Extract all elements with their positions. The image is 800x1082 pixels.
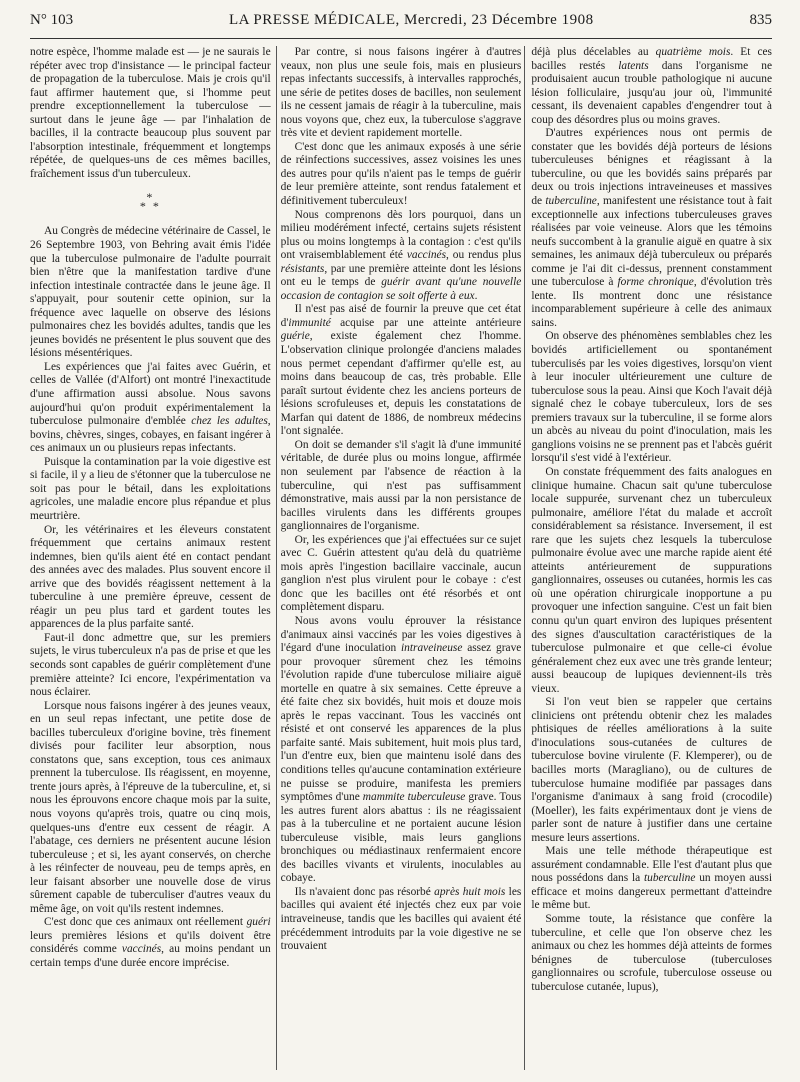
paragraph: D'autres expériences nous ont permis de constater que les bovidés déjà porteurs de lésions tuberculeuses bénignes et réagissant à la tuberculine, ou que les bovidés sains préparés par deux ou trois injections intraveineuses et massives de tuberculine, manifestent une résistance tout à fait exceptionnelle aux infections tuberculeuses graves réalisées par voie veineuse. Alors que les témoins neufs succombent à la granulie aiguë en quatre à six semaines, les animaux déjà tuberculeux ou préparés comme je l'ai dit ci-dessus, prennent constamment une tuberculose à forme chronique, d'évolution très lente. Ils montrent donc une résistance incomparablement supérieure à celle des animaux sains. xyxy=(531,127,772,329)
paragraph: On doit se demander s'il s'agit là d'une immunité véritable, de durée plus ou moins longue, affirmée non seulement par l'absence de réaction à la tuberculine, qui n'est pas suffisamment démonstrative, mais aussi par la non persistance de bacilles virulents dans les différents groupes ganglionnaires de l'organisme. xyxy=(280,438,522,533)
journal-title: LA PRESSE MÉDICALE, Mercredi, 23 Décembre 1908 xyxy=(228,12,594,28)
section-separator: * * * xyxy=(139,190,161,214)
paragraph: Somme toute, la résistance que confère la tuberculine, et celle que l'on observe chez les animaux ou chez les hommes déjà atteints de formes bénignes de tuberculose (tuberculoses ganglionnaires ou scrofule, tuberculose osseuse ou tuberculose cutanée, lupus), xyxy=(531,913,772,993)
paragraph: Au Congrès de médecine vétérinaire de Cassel, le 26 Septembre 1903, von Behring avait émis l'idée que la tuberculose pulmonaire de l'adulte pourrait bien n'être que la manifestation tardive d'une infection intestinale contractée dans le jeune âge. Il s'appuyait, pour soutenir cette opinion, sur la fréquence avec laquelle on observe des lésions pulmonaires chez les bovidés adultes, tandis que les jeunes bovidés ne présentent le plus souvent que des lésions mésentériques. xyxy=(30,225,271,360)
paragraph: Par contre, si nous faisons ingérer à d'autres veaux, non plus une seule fois, mais en plusieurs repas infectants successifs, à intervalles rapprochés, une série de petites doses de bacilles, non seulement ils ne cessent jamais de réagir à la tuberculine, mais nous voyons que, chez eux, la tuberculose s'aggrave très vite et devient rapidement mortelle. xyxy=(280,46,522,140)
column-1 xyxy=(30,46,271,1074)
paragraph: Mais une telle méthode thérapeutique est assurément condamnable. Elle l'est d'autant plus que nous possédons dans la tuberculine un moyen aussi efficace et moins dangereux permettant d'atteindre le même but. xyxy=(531,845,772,912)
header-rule xyxy=(30,38,772,39)
paragraph: On observe des phénomènes semblables chez les bovidés artificiellement ou spontanément tuberculisés par les voies digestives, lorsqu'on vient à leur inoculer ultérieurement une culture de tuberculose sous la peau. Ainsi que Koch l'avait déjà signalé chez le cobaye tuberculeux, lors de ses premiers travaux sur la tuberculine, il se forme alors un abcès au niveau du point d'inoculation, mais les ganglions voisins ne se prennent pas et l'abcès guérit lorsqu'il s'est vidé à l'extérieur. xyxy=(531,330,772,465)
paragraph: Or, les expériences que j'ai effectuées sur ce sujet avec C. Guérin attestent qu'au delà du quatrième mois après l'ingestion bacillaire vaccinale, aucun ganglion n'est plus virulent pour le cobaye : c'est donc que les bacilles ont été résorbés et ont complètement disparu. xyxy=(280,533,522,614)
paragraph: C'est donc que ces animaux ont réellement guéri leurs premières lésions et qu'ils doivent être considérés comme vaccinés, au moins pendant un certain temps d'une durée encore imprécise. xyxy=(30,916,271,969)
paragraph: notre espèce, l'homme malade est — je ne saurais le répéter avec trop d'insistance — le principal facteur de propagation de la tuberculose. Mais je crois qu'il faut affirmer hautement que, si l'homme peut prendre exceptionnellement la tuberculose — surtout dans le jeune âge — par l'inhalation de bacilles, il la contracte beaucoup plus souvent par l'absorption intestinale, fréquemment et longtemps répétée, de quelques-uns de ces mêmes bacilles, fraîchement issus d'un tuberculeux. xyxy=(30,46,271,180)
paragraph: On constate fréquemment des faits analogues en clinique humaine. Chacun sait qu'une tuberculose locale suppurée, survenant chez un tuberculeux pulmonaire, améliore l'état du malade et accroît considérablement sa résistance. Inversement, il est rare que les sujets chez lesquels la tuberculose pulmonaire évolue avec une marche rapide aient été atteints antérieurement de suppurations ganglionnaires, osseuses ou cutanées, hormis les cas où une opération chirurgicale inopportune a pu provoquer une infection sanguine. C'est un fait bien connu qu'un quart environ des lupiques présentent des signes d'auscultation caractéristiques de la tuberculose pulmonaire et que celle-ci évolue généralement chez eux avec une très grande lenteur; aussi beaucoup de lupiques deviennent-ils très vieux. xyxy=(531,465,772,695)
paragraph: Il n'est pas aisé de fournir la preuve que cet état d'immunité acquise par une atteinte antérieure guérie, existe également chez l'homme. L'observation clinique prolongée d'anciens malades nous permet cependant d'affirmer qu'elle est, au moins dans beaucoup de cas, très probable. Elle paraît surtout évidente chez les anciens porteurs de lésions scrofuleuses et, depuis les constatations de Marfan qui datent de 1886, de nombreux médecins l'ont signalée. xyxy=(280,303,522,438)
paragraph: Puisque la contamination par la voie digestive est si facile, il y a lieu de s'étonner que la tuberculose ne soit pas pour le bétail, dans les exploitations agricoles, une maladie encore plus répandue et plus meurtrière. xyxy=(30,455,271,522)
paragraph: Si l'on veut bien se rappeler que certains cliniciens ont prétendu obtenir chez les malades phtisiques de réelles améliorations à la suite d'inoculations sous-cutanées de cultures de tuberculose bovine virulente (F. Klemperer), ou de bacilles morts (Maragliano), ou de cultures de tuberculose humaine modifiée par passages dans l'organisme d'animaux à sang froid (crocodile) (Moeller), les faits expérimentaux dont je viens de parler sont de nature à justifier dans une certaine mesure leurs assertions. xyxy=(531,696,772,844)
paragraph: Nous comprenons dès lors pourquoi, dans un milieu modérément infecté, certains sujets résistent plus ou moins longtemps à la contagion : c'est qu'ils ont vraisemblablement été vaccinés, ou rendus plus résistants, par une première atteinte dont les lésions ont eu le temps de guérir avant qu'une nouvelle occasion de contagion se soit offerte à eux. xyxy=(280,208,522,302)
paragraph: Ils n'avaient donc pas résorbé après huit mois les bacilles qui avaient été injectés chez eux par voie intraveineuse, tandis que les bacilles qui avaient été précédemment introduits par la voie digestive ne se trouvaient xyxy=(280,885,522,953)
column-3 xyxy=(531,46,772,1074)
column-2 xyxy=(281,46,522,1074)
issue-number: N° 103 xyxy=(30,12,74,28)
paragraph: déjà plus décelables au quatrième mois. Et ces bacilles restés latents dans l'organisme ne produisaient aucun trouble pathologique ni aucune lésion folliculaire, jusqu'au jour où, l'immunité cessant, ils devenaient capables d'engendrer tout à coup des désordres plus ou moins graves. xyxy=(531,46,772,126)
paragraph: Les expériences que j'ai faites avec Guérin, et celles de Vallée (d'Alfort) ont montré l'inexactitude d'une affirmation aussi absolue. Nous savons aujourd'hui qu'on produit expérimentalement la tuberculose pulmonaire d'emblée chez les adultes, bovins, chèvres, singes, cobayes, en faisant ingérer à ces animaux un ou plusieurs repas infectants. xyxy=(30,360,271,455)
paragraph: C'est donc que les animaux exposés à une série de réinfections successives, assez voisines les unes des autres pour qu'ils n'aient pas le temps de guérir de leur première atteinte, sont rendus fatalement et définitivement tuberculeux! xyxy=(280,140,522,208)
paragraph: Nous avons voulu éprouver la résistance d'animaux ainsi vaccinés par les voies digestives à l'égard d'une inoculation intraveineuse assez grave pour provoquer sûrement chez les témoins l'évolution rapide d'une tuberculose miliaire aiguë mortelle en quatre à six semaines. Cette épreuve a été faite chez six bovidés, huit mois et douze mois après le repas vaccinant. Tous les vaccinés ont résisté et ont conservé les apparences de la plus parfaite santé. Mais subitement, huit mois plus tard, l'un d'entre eux, bien que maintenu isolé dans des conditions telles qu'aucune contamination extérieure ne puisse se produire, manifesta les premiers symptômes d'une mammite tuberculeuse grave. Tous les autres furent alors abattus : ils ne réagissaient pas à la tuberculine et ne portaient aucune lésion tuberculeuse visible, mais leurs ganglions bronchiques ou médiastinaux renfermaient encore des bacilles vivants et virulents, inoculables au cobaye. xyxy=(280,614,522,885)
paragraph: Faut-il donc admettre que, sur les premiers sujets, le virus tuberculeux n'a pas de prise et que les seconds sont capables de guérir complètement d'une première atteinte? Ici encore, l'expérimentation va nous éclairer. xyxy=(30,631,271,699)
paragraph: Lorsque nous faisons ingérer à des jeunes veaux, en un seul repas infectant, une petite dose de bacilles tuberculeux d'origine bovine, très finement divisés pour faciliter leur absorption, nous constatons que, sans exception, tous ces animaux prennent la tuberculose. Ils réagissent, en moyenne, trente jours après, à l'épreuve de la tuberculine, et, si nous les éprouvons encore chaque mois par la suite, nous voyons qu'après trois, quatre ou cinq mois, quelques-uns d'entre eux cessent de réagir. A l'abatage, ces derniers ne présentent aucune lésion tuberculeuse ; et si, les ayant conservés, on cherche à les réinfecter de nouveau, peu de temps après, en leur faisant absorber une nouvelle dose de virus sûrement capable de tuberculiser d'autres veaux du même âge, on voit qu'ils restent indemnes. xyxy=(30,699,271,915)
article-columns xyxy=(30,46,772,1074)
paragraph: Or, les vétérinaires et les éleveurs constatent fréquemment que certains animaux restent indemnes, bien qu'ils aient été en contact pendant des années avec des malades. Plus souvent encore il arrive que des bovidés réagissent nettement à la tuberculine à une première épreuve, cessent de réagir un peu plus tard et gardent toutes les apparences de la plus parfaite santé. xyxy=(30,523,271,631)
page-number: 835 xyxy=(749,12,772,28)
page-header xyxy=(30,12,772,34)
